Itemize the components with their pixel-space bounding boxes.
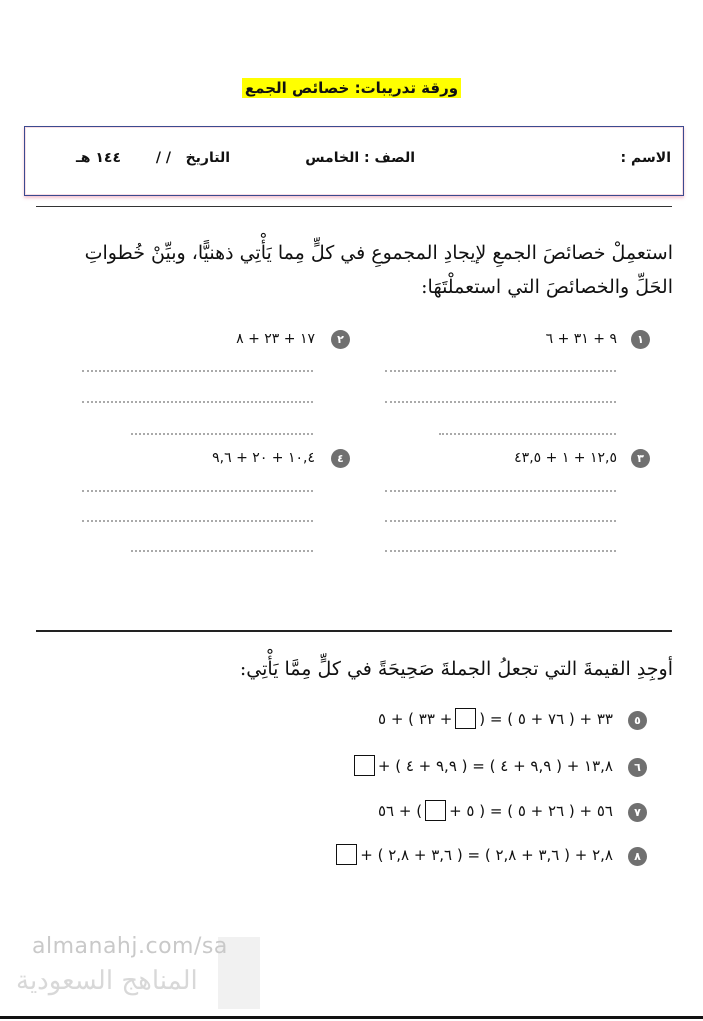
problem-expression: ١٧ + ٢٣ + ٨ — [236, 331, 315, 347]
hijri-year: ١٤٤ هـ — [75, 150, 121, 166]
answer-line[interactable] — [82, 370, 313, 372]
answer-line[interactable] — [385, 550, 616, 552]
problem-number-badge: ٨ — [628, 847, 647, 866]
problem-expression: ٩ + ٣١ + ٦ — [545, 331, 617, 347]
problem-number-badge: ٢ — [331, 330, 350, 349]
answer-line[interactable] — [131, 433, 313, 435]
equation-left: ٥٦ + ( ٢٦ + ٥ ) = ( ٥ + — [449, 801, 613, 820]
date-label: التاريخ — [185, 150, 230, 166]
answer-line[interactable] — [82, 520, 313, 522]
problem-number-badge: ٧ — [628, 803, 647, 822]
answer-line[interactable] — [385, 490, 616, 492]
answer-line[interactable] — [385, 370, 616, 372]
equation-row — [333, 844, 613, 865]
section2-instruction: أوجِدِ القيمةَ التي تجعلُ الجملةَ صَحِيحَةً في كلٍّ مِمَّا يَأْتِي: — [239, 658, 673, 680]
answer-line[interactable] — [131, 550, 313, 552]
equation-left: ١٣,٨ + ( ٩,٩ + ٤ ) = ( ٩,٩ + ٤ ) + — [377, 756, 613, 775]
date-separator: / / — [155, 150, 171, 166]
equation-row — [378, 708, 613, 729]
problem-number-badge: ١ — [631, 330, 650, 349]
problem-expression: ١٢,٥ + ١ + ٤٣,٥ — [514, 450, 617, 466]
problem-number-badge: ٤ — [331, 449, 350, 468]
grade-label: الصف : الخامس — [305, 150, 415, 166]
equation-left: ٣٣ + ( ٧٦ + ٥ ) = ( — [479, 709, 613, 728]
answer-line[interactable] — [439, 433, 616, 435]
problem-number-badge: ٥ — [628, 711, 647, 730]
divider — [36, 206, 672, 207]
section1-instruction — [33, 236, 673, 304]
answer-box[interactable] — [354, 755, 375, 776]
page-bottom-border — [0, 1016, 703, 1019]
answer-box[interactable] — [336, 844, 357, 865]
worksheet-title: ورقة تدريبات: خصائص الجمع — [0, 78, 703, 97]
section1-instruction-line2: الحَلِّ والخصائصَ التي استعملْتَهَا: — [421, 276, 673, 298]
section-divider — [36, 630, 672, 632]
answer-line[interactable] — [385, 520, 616, 522]
problem-number-badge: ٦ — [628, 758, 647, 777]
section1-instruction-line1: استعمِلْ خصائصَ الجمعِ لإيجادِ المجموعِ في كلٍّ مِما يَأْتِي ذهنيًّا، وبيِّنْ خُطواتِ — [84, 242, 673, 264]
answer-line[interactable] — [82, 490, 313, 492]
equation-row — [378, 800, 613, 821]
problem-number-badge: ٣ — [631, 449, 650, 468]
equation-left: ٢,٨ + ( ٣,٦ + ٢,٨ ) = ( ٣,٦ + ٢,٨ ) + — [360, 845, 613, 864]
problem-expression: ١٠,٤ + ٢٠ + ٩,٦ — [212, 450, 315, 466]
answer-box[interactable] — [455, 708, 476, 729]
name-label: الاسم : — [620, 150, 671, 166]
watermark-url: almanahj.com/sa — [32, 934, 228, 959]
watermark-brand: المناهج السعودية — [16, 966, 198, 996]
answer-line[interactable] — [82, 401, 313, 403]
answer-box[interactable] — [425, 800, 446, 821]
equation-right: + ٣٣ ) + ٥ — [378, 709, 453, 728]
equation-right: ) + ٥٦ — [377, 801, 423, 820]
answer-line[interactable] — [385, 401, 616, 403]
equation-row — [351, 755, 613, 776]
